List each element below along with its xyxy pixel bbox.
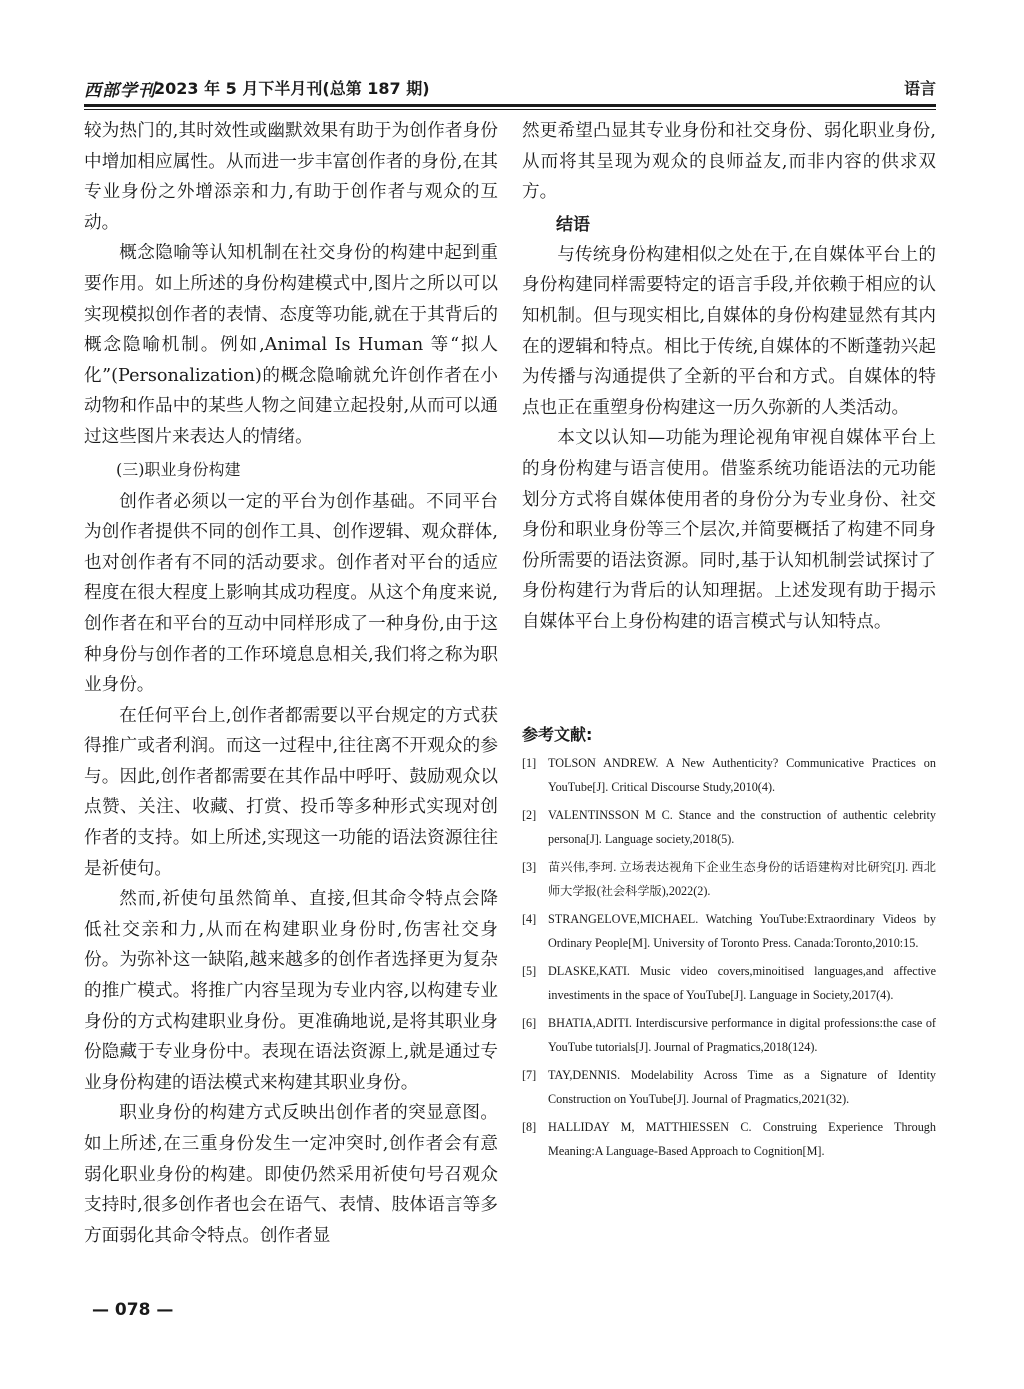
paragraph: 与传统身份构建相似之处在于,在自媒体平台上的身份构建同样需要特定的语言手段,并依赖于相应的认知机制。但与现实相比,自媒体的身份构建显然有其内在的逻辑和特点。相比于传统,自媒体的不断蓬勃兴起为传播与沟通提供了全新的平台和方式。自媒体的特点也正在重塑身份构建这一历久弥新的人类活动。	[522, 244, 936, 418]
reference-item	[522, 751, 936, 799]
reference-item	[522, 1011, 936, 1059]
running-header	[84, 66, 936, 102]
header-rule-thin	[84, 109, 936, 110]
reference-number: [6]	[522, 1016, 537, 1030]
paragraph: 创作者必须以一定的平台为创作基础。不同平台为创作者提供不同的创作工具、创作逻辑、观众群体,也对创作者有不同的活动要求。创作者对平台的适应程度在很大程度上影响其成功程度。从这个角度来说,创作者在和平台的互动中同样形成了一种身份,由于这种身份与创作者的工作环境息息相关,我们将之称为职业身份。	[84, 491, 498, 696]
reference-item	[522, 1115, 936, 1163]
reference-item	[522, 959, 936, 1007]
reference-item	[522, 803, 936, 851]
reference-item	[522, 855, 936, 903]
reference-text: STRANGELOVE,MICHAEL. Watching YouTube:Extraordinary Videos by Ordinary People[M]. University of Toronto Press. Canada:Toronto,2010:15.	[548, 912, 936, 950]
paragraph: 然更希望凸显其专业身份和社交身份、弱化职业身份,从而将其呈现为观众的良师益友,而非内容的供求双方。	[522, 121, 936, 203]
reference-number: [4]	[522, 912, 537, 926]
paragraph: 在任何平台上,创作者都需要以平台规定的方式获得推广或者利润。而这一过程中,往往离不开观众的参与。因此,创作者都需要在其作品中呼吁、鼓励观众以点赞、关注、收藏、打赏、投币等多种形式实现对创作者的支持。如上所述,实现这一功能的语法资源往往是祈使句。	[84, 705, 498, 879]
page-number: — 078 —	[92, 1300, 174, 1320]
references-title: 参考文献:	[522, 725, 593, 744]
journal-logo: 西部学刊	[84, 81, 156, 101]
section-heading: 结语	[556, 214, 590, 235]
reference-number: [8]	[522, 1120, 537, 1134]
right-column	[522, 116, 936, 638]
reference-number: [5]	[522, 964, 537, 978]
reference-text: HALLIDAY M, MATTHIESSEN C. Construing Experience Through Meaning:A Language-Based Approach to Cognition[M].	[548, 1120, 936, 1158]
issue-info: 2023 年 5 月下半月刊(总第 187 期)	[154, 79, 430, 98]
reference-text: 苗兴伟,李珂. 立场表达视角下企业生态身份的话语建构对比研究[J]. 西北师大学报(社会科学版),2022(2).	[548, 860, 936, 898]
reference-text: TAY,DENNIS. Modelability Across Time as a Signature of Identity Construction on YouTube[J]. Journal of Pragmatics,2021(32).	[548, 1068, 936, 1106]
paragraph: 然而,祈使句虽然简单、直接,但其命令特点会降低社交亲和力,从而在构建职业身份时,伤害社交身份。为弥补这一缺陷,越来越多的创作者选择更为复杂的推广模式。将推广内容呈现为专业内容,以构建专业身份的方式构建职业身份。更准确地说,是将其职业身份隐藏于专业身份中。表现在语法资源上,就是通过专业身份构建的语法模式来构建其职业身份。	[84, 889, 498, 1093]
reference-text: BHATIA,ADITI. Interdiscursive performance in digital professions:the case of YouTube tutorials[J]. Journal of Pragmatics,2018(124).	[548, 1016, 936, 1054]
reference-text: TOLSON ANDREW. A New Authenticity? Communicative Practices on YouTube[J]. Critical Discourse Study,2010(4).	[548, 756, 936, 794]
reference-number: [1]	[522, 756, 537, 770]
reference-item	[522, 1063, 936, 1111]
section-subheading: (三)职业身份构建	[116, 459, 241, 479]
paragraph: 概念隐喻等认知机制在社交身份的构建中起到重要作用。如上所述的身份构建模式中,图片之所以可以实现模拟创作者的表情、态度等功能,就在于其背后的概念隐喻机制。例如,Animal Is Human 等“拟人化”(Personalization)的概念隐喻就允许创作者在小动物和作品中的某些人物之间建立起投射,从而可以通过这些图片来表达人的情绪。	[84, 243, 498, 447]
left-column	[84, 116, 498, 1251]
reference-text: VALENTINSSON M C. Stance and the construction of authentic celebrity persona[J]. Language society,2018(5).	[548, 808, 936, 846]
reference-number: [2]	[522, 808, 537, 822]
reference-number: [7]	[522, 1068, 537, 1082]
paragraph: 职业身份的构建方式反映出创作者的突显意图。如上所述,在三重身份发生一定冲突时,创作者会有意弱化职业身份的构建。即使仍然采用祈使句号召观众支持时,很多创作者也会在语气、表情、肢体语言等多方面弱化其命令特点。创作者显	[84, 1103, 498, 1246]
paragraph: 较为热门的,其时效性或幽默效果有助于为创作者身份中增加相应属性。从而进一步丰富创作者的身份,在其专业身份之外增添亲和力,有助于创作者与观众的互动。	[84, 121, 498, 233]
references	[522, 722, 936, 1167]
header-rule	[84, 104, 936, 107]
reference-item	[522, 907, 936, 955]
section-label: 语言	[903, 79, 936, 98]
reference-number: [3]	[522, 860, 537, 874]
reference-text: DLASKE,KATI. Music video covers,minoitised languages,and affective investiments in the space of YouTube[J]. Language in Society,2017(4).	[548, 964, 936, 1002]
paragraph: 本文以认知—功能为理论视角审视自媒体平台上的身份构建与语言使用。借鉴系统功能语法的元功能划分方式将自媒体使用者的身份分为专业身份、社交身份和职业身份等三个层次,并简要概括了构建不同身份所需要的语法资源。同时,基于认知机制尝试探讨了身份构建行为背后的认知理据。上述发现有助于揭示自媒体平台上身份构建的语言模式与认知特点。	[522, 428, 936, 632]
